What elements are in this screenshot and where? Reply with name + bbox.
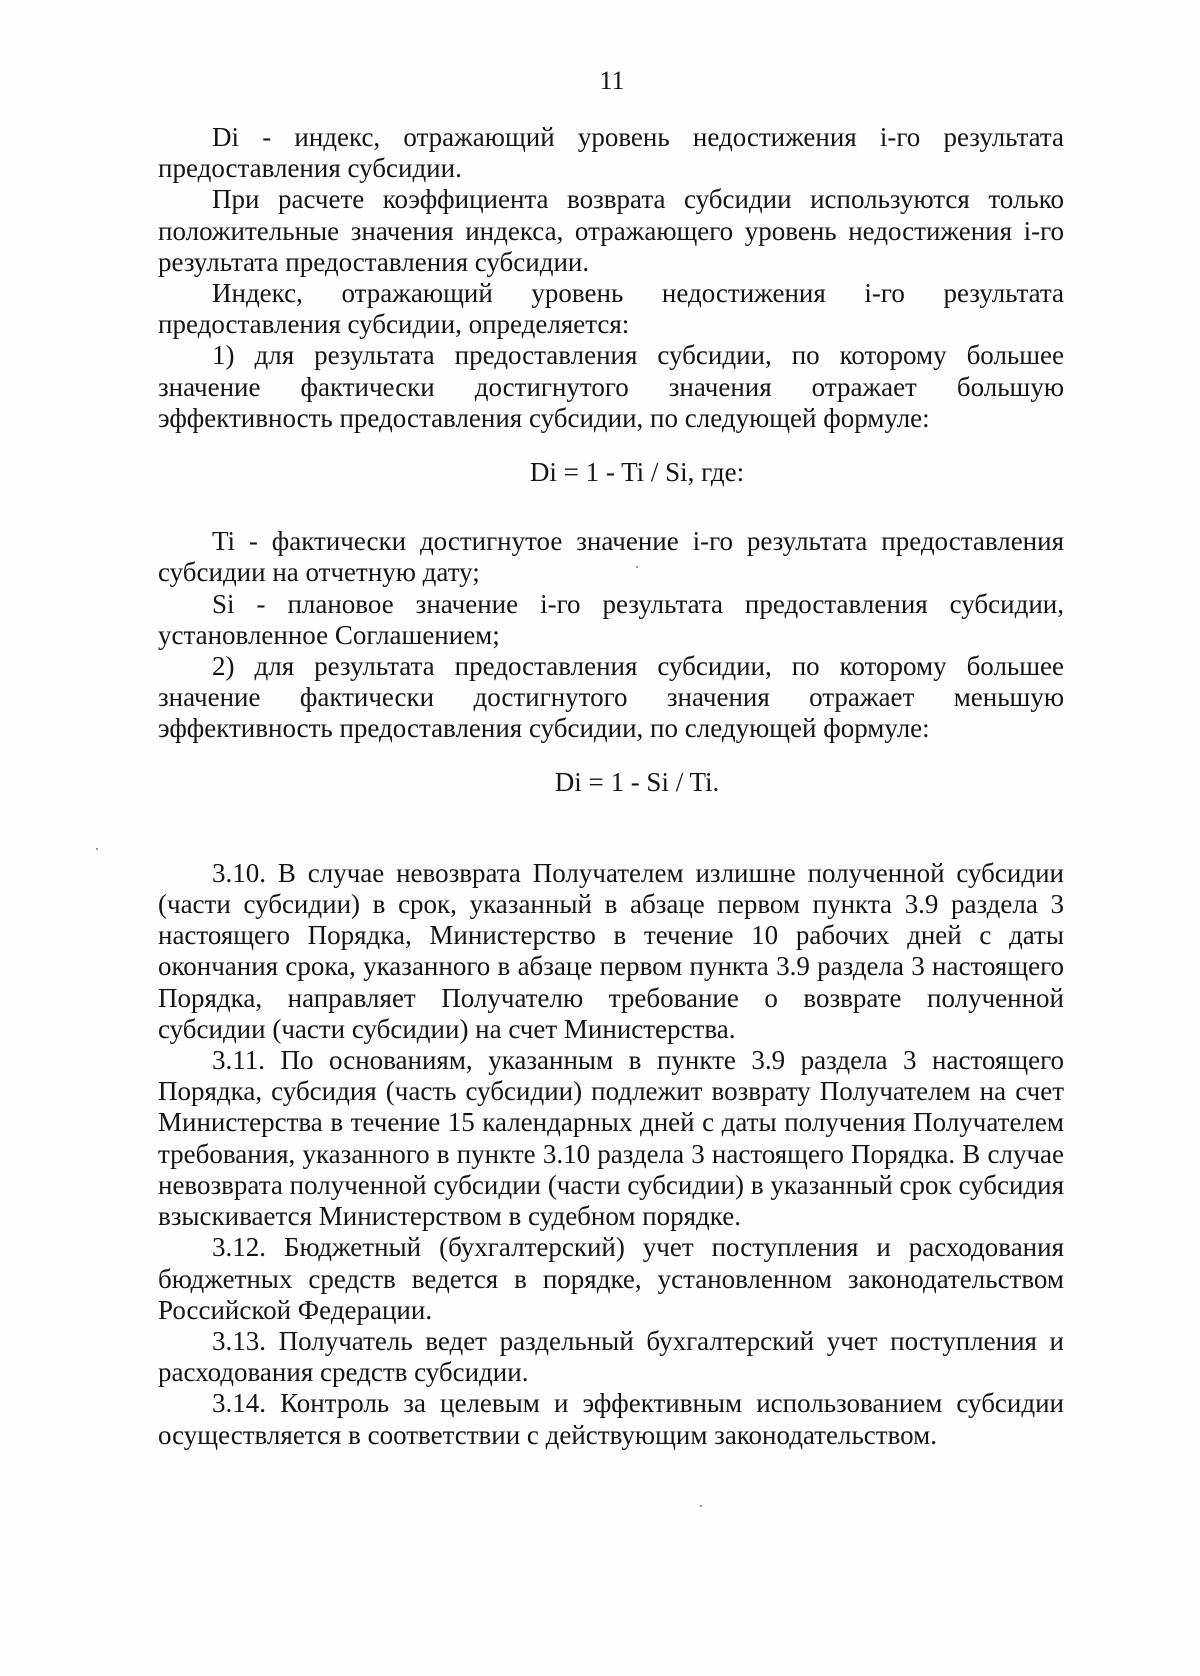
- paragraph-di-definition: Di - индекс, отражающий уровень недостижения i-го результата предоставления субсидии.: [158, 122, 1064, 184]
- formula-2: Di = 1 - Si / Ti.: [554, 766, 720, 797]
- paragraph-3-13: 3.13. Получатель ведет раздельный бухгалтерский учет поступления и расходования средств субсидии.: [158, 1325, 1064, 1388]
- spacer: [158, 798, 1064, 858]
- paragraph-ti-definition: Ti - фактически достигнутое значение i-го результата предоставления субсидии на отчетную дату;: [158, 526, 1064, 588]
- paragraph-3-14: 3.14. Контроль за целевым и эффективным использованием субсидии осуществляется в соответствии с действующим законодательством.: [158, 1388, 1064, 1450]
- formula-1: Di = 1 - Ti / Si, где:: [529, 457, 745, 488]
- paragraph-si-definition: Si - плановое значение i-го результата предоставления субсидии, установленное Соглашением;: [158, 588, 1064, 650]
- document-body: [158, 122, 1064, 1451]
- spacer: [158, 434, 1064, 457]
- paragraph-index-definition: Индекс, отражающий уровень недостижения i-го результата предоставления субсидии, определяется:: [158, 278, 1064, 340]
- paragraph-3-10: 3.10. В случае невозврата Получателем излишне полученной субсидии (части субсидии) в срок, указанный в абзаце первом пункта 3.9 раздела 3 настоящего Порядка, Министерство в течение 10 рабочих дней с даты окончания срока, указанного в абзаце первом пункта 3.9 раздела 3 настоящего Порядка, направляет Получателю требование о возврате полученной субсидии (части субсидии) на счет Министерства.: [158, 857, 1064, 1044]
- paragraph-positive-values: При расчете коэффициента возврата субсидии используются только положительные значения индекса, отражающего уровень недостижения i-го результата предоставления субсидии.: [158, 184, 1064, 277]
- scan-speck: [96, 848, 98, 850]
- paragraph-case-1: 1) для результата предоставления субсидии, по которому большее значение фактически достигнутого значения отражает большую эффективность предоставления субсидии, по следующей формуле:: [158, 340, 1064, 433]
- paragraph-case-2: 2) для результата предоставления субсидии, по которому большее значение фактически достигнутого значения отражает меньшую эффективность предоставления субсидии, по следующей формуле:: [158, 651, 1064, 744]
- spacer: [158, 488, 1064, 526]
- scan-speck: [636, 566, 638, 568]
- scan-speck: [700, 1505, 702, 1507]
- page-number: 11: [599, 66, 625, 95]
- paragraph-3-11: 3.11. По основаниям, указанным в пункте 3.9 раздела 3 настоящего Порядка, субсидия (часть субсидии) подлежит возврату Получателем на счет Министерства в течение 15 календарных дней с даты получения Получателем требования, указанного в пункте 3.10 раздела 3 настоящего Порядка. В случае невозврата полученной субсидии (части субсидии) в указанный срок субсидия взыскивается Министерством в судебном порядке.: [158, 1045, 1064, 1232]
- paragraph-3-12: 3.12. Бюджетный (бухгалтерский) учет поступления и расходования бюджетных средств ведется в порядке, установленном законодательством Российской Федерации.: [158, 1232, 1064, 1325]
- spacer: [158, 745, 1064, 767]
